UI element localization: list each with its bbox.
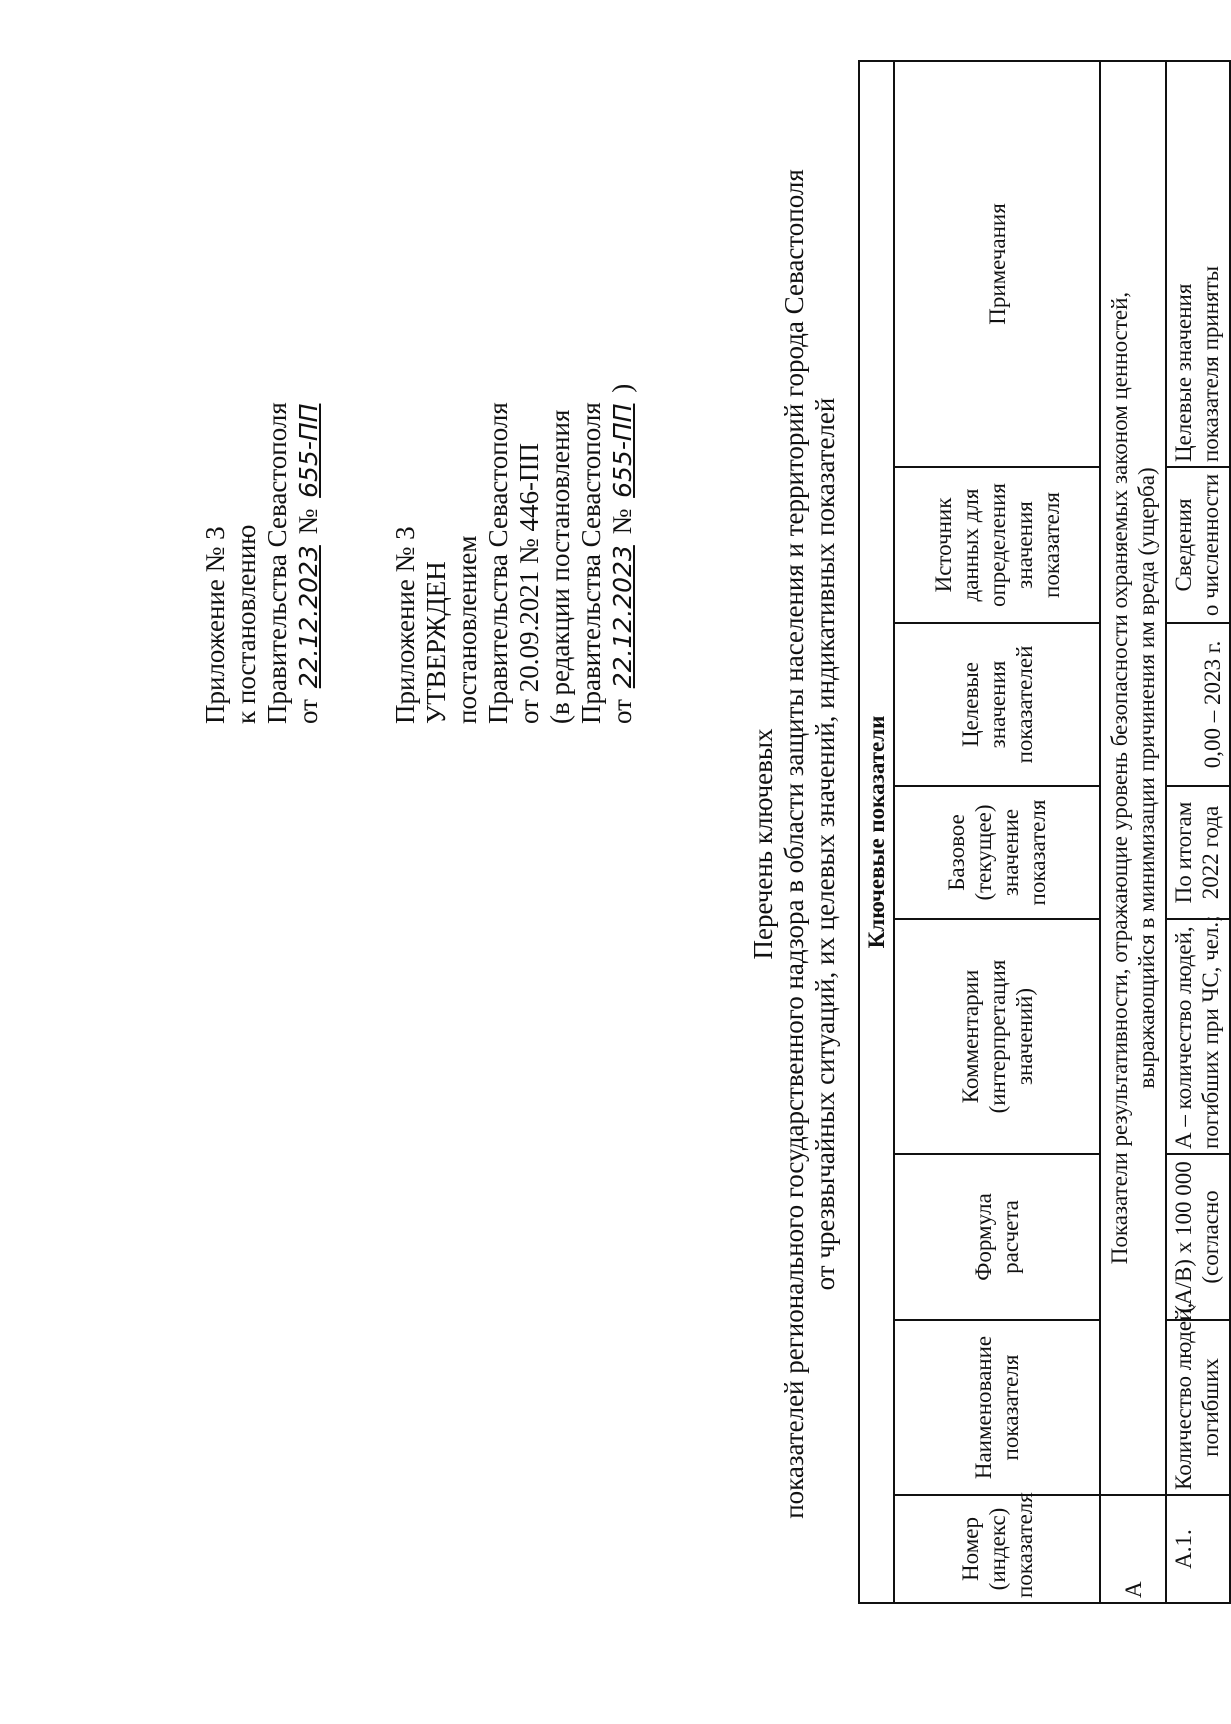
col-header-formula: Формула расчета bbox=[894, 1154, 1100, 1320]
appendix-date-line bbox=[293, 400, 324, 724]
row-base bbox=[1166, 786, 1230, 919]
row-source-line: Сведения bbox=[1171, 498, 1196, 592]
row-base-line: 2022 года bbox=[1198, 805, 1223, 900]
title-line-1: Перечень ключевых bbox=[748, 728, 778, 960]
row-base-line: По итогам bbox=[1171, 801, 1196, 904]
number-prefix: № bbox=[293, 508, 323, 535]
row-formula-line: (А/В) х 100 000 bbox=[1171, 1161, 1196, 1313]
row-index: А.1. bbox=[1166, 1495, 1230, 1603]
section-header: Ключевые показатели bbox=[859, 61, 894, 1603]
title-line-2: показателей регионального государственного надзора в области защиты населения и территорий города Севастополя bbox=[779, 169, 809, 1519]
row-notes-line: Целевые значения bbox=[1171, 283, 1196, 462]
approved-line: от 20.09.2021 № 446-ПП bbox=[514, 443, 544, 724]
row-formula-line: (согласно bbox=[1198, 1190, 1223, 1284]
row-name-line: Количество людей, bbox=[1171, 1302, 1196, 1490]
approved-line: Правительства Севастополя bbox=[483, 402, 513, 724]
document-title bbox=[748, 84, 841, 1604]
indicators-table-wrapper bbox=[858, 62, 1231, 1604]
row-target: 0,00 – 2023 г. bbox=[1166, 623, 1230, 786]
appendix-header bbox=[200, 400, 324, 724]
row-name-line: погибших bbox=[1198, 1358, 1223, 1457]
col-header-source: Источник данных для определения значения показателя bbox=[894, 467, 1100, 623]
row-source bbox=[1166, 467, 1230, 623]
handwritten-number: 655-ПП bbox=[608, 403, 637, 498]
col-header-index: Номер (индекс) показателя bbox=[894, 1495, 1100, 1603]
col-header-base: Базовое (текущее) значение показателя bbox=[894, 786, 1100, 919]
row-notes bbox=[1166, 61, 1230, 467]
group-text-line-2: выражающийся в минимизации причинения им вреда (ущерба) bbox=[1134, 467, 1159, 1089]
col-header-comment: Комментарии (интерпретация значений) bbox=[894, 919, 1100, 1154]
handwritten-date: 22.12.2023 bbox=[608, 545, 637, 689]
row-source-line: о численности bbox=[1198, 473, 1223, 617]
row-comment-line: А – количество людей, bbox=[1171, 926, 1196, 1149]
appendix-line: Правительства Севастополя bbox=[262, 402, 292, 724]
approved-header bbox=[390, 384, 638, 724]
row-name bbox=[1166, 1302, 1230, 1495]
approved-line: постановлением bbox=[452, 535, 482, 724]
table-row bbox=[1166, 61, 1230, 1603]
title-line-3: от чрезвычайных ситуаций, их целевых значений, индикативных показателей bbox=[810, 397, 840, 1291]
handwritten-number: 655-ПП bbox=[294, 403, 323, 498]
row-comment bbox=[1166, 915, 1230, 1154]
approved-date-line bbox=[607, 384, 638, 724]
approved-line: Приложение № 3 bbox=[390, 526, 420, 724]
col-header-target: Целевые значения показателей bbox=[894, 623, 1100, 786]
group-index: А bbox=[1100, 1495, 1166, 1603]
appendix-line: Приложение № 3 bbox=[200, 526, 230, 724]
group-text-line-1: Показатели результативности, отражающие уровень безопасности охраняемых законом ценностей, bbox=[1107, 291, 1132, 1265]
number-prefix: № bbox=[607, 508, 637, 535]
date-prefix: от bbox=[293, 699, 323, 724]
group-text bbox=[1100, 61, 1166, 1495]
appendix-line: к постановлению bbox=[231, 524, 261, 724]
date-prefix: от bbox=[607, 699, 637, 724]
row-formula bbox=[1166, 1154, 1230, 1320]
section-header-row bbox=[859, 61, 894, 1603]
closing-parenthesis: ) bbox=[607, 383, 637, 393]
group-row bbox=[1100, 61, 1166, 1603]
indicators-table bbox=[858, 60, 1231, 1604]
approved-line: Правительства Севастополя bbox=[576, 402, 606, 724]
row-notes-line: показателя приняты bbox=[1198, 265, 1223, 462]
handwritten-date: 22.12.2023 bbox=[294, 545, 323, 689]
approved-line: (в редакции постановления bbox=[545, 409, 575, 724]
col-header-notes: Примечания bbox=[894, 61, 1100, 467]
row-comment-line: погибших при ЧС, чел.; bbox=[1198, 915, 1223, 1149]
approved-line: УТВЕРЖДЕН bbox=[421, 561, 451, 724]
col-header-name: Наименование показателя bbox=[894, 1320, 1100, 1495]
column-header-row bbox=[894, 61, 1100, 1603]
